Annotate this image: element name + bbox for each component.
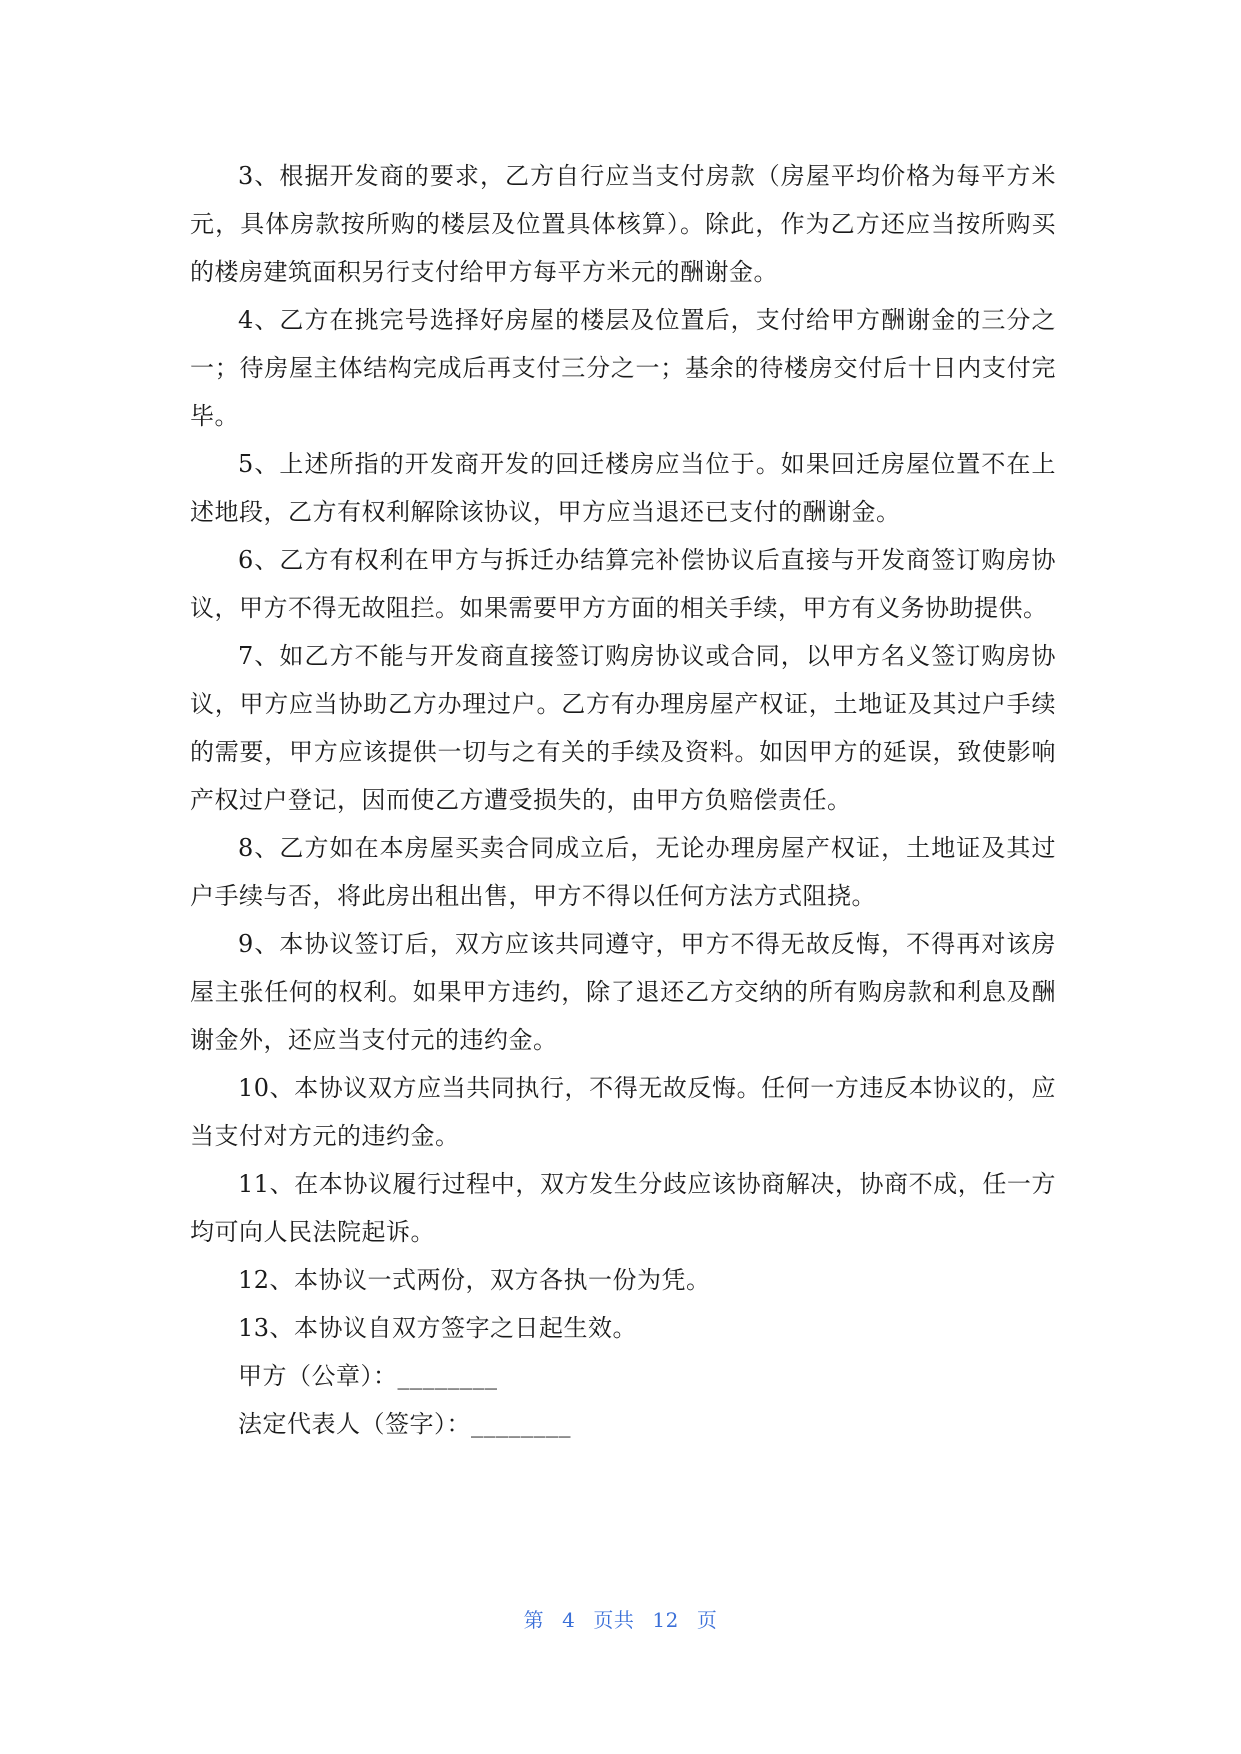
document-body: [190, 152, 1056, 1448]
clause-8: 8、乙方如在本房屋买卖合同成立后，无论办理房屋产权证，土地证及其过户手续与否，将此房出租出售，甲方不得以任何方法方式阻挠。: [190, 834, 1056, 910]
clause-3: 3、根据开发商的要求，乙方自行应当支付房款（房屋平均价格为每平方米元，具体房款按所购的楼层及位置具体核算）。除此，作为乙方还应当按所购买的楼房建筑面积另行支付给甲方每平方米元的酬谢金。: [190, 162, 1056, 286]
clause-13: 13、本协议自双方签字之日起生效。: [238, 1314, 638, 1342]
clause-12: 12、本协议一式两份，双方各执一份为凭。: [238, 1266, 711, 1294]
clause-11: 11、在本协议履行过程中，双方发生分歧应该协商解决，协商不成，任一方均可向人民法院起诉。: [190, 1170, 1056, 1246]
clause-5: 5、上述所指的开发商开发的回迁楼房应当位于。如果回迁房屋位置不在上述地段，乙方有权利解除该协议，甲方应当退还已支付的酬谢金。: [190, 450, 1056, 526]
party-a-seal-line: 甲方（公章）：________: [238, 1362, 498, 1390]
legal-rep-signature-line: 法定代表人（签字）：________: [238, 1410, 571, 1438]
clause-9: 9、本协议签订后，双方应该共同遵守，甲方不得无故反悔，不得再对该房屋主张任何的权利。如果甲方违约，除了退还乙方交纳的所有购房款和利息及酬谢金外，还应当支付元的违约金。: [190, 930, 1056, 1054]
footer-label-di: 第: [523, 1608, 545, 1632]
footer-label-ye: 页: [696, 1608, 718, 1632]
footer-current-page: 4: [562, 1608, 576, 1632]
clause-4: 4、乙方在挑完号选择好房屋的楼层及位置后，支付给甲方酬谢金的三分之一；待房屋主体结构完成后再支付三分之一；基余的待楼房交付后十日内支付完毕。: [190, 306, 1056, 430]
clause-10: 10、本协议双方应当共同执行，不得无故反悔。任何一方违反本协议的，应当支付对方元的违约金。: [190, 1074, 1056, 1150]
footer-total-pages: 12: [652, 1608, 679, 1632]
clause-6: 6、乙方有权利在甲方与拆迁办结算完补偿协议后直接与开发商签订购房协议，甲方不得无故阻拦。如果需要甲方方面的相关手续，甲方有义务协助提供。: [190, 546, 1056, 622]
page-footer: [0, 1604, 1241, 1633]
clause-7: 7、如乙方不能与开发商直接签订购房协议或合同，以甲方名义签订购房协议，甲方应当协助乙方办理过户。乙方有办理房屋产权证，土地证及其过户手续的需要，甲方应该提供一切与之有关的手续及资料。如因甲方的延误，致使影响产权过户登记，因而使乙方遭受损失的，由甲方负赔偿责任。: [190, 642, 1056, 814]
footer-label-ye-gong: 页共: [593, 1608, 635, 1632]
